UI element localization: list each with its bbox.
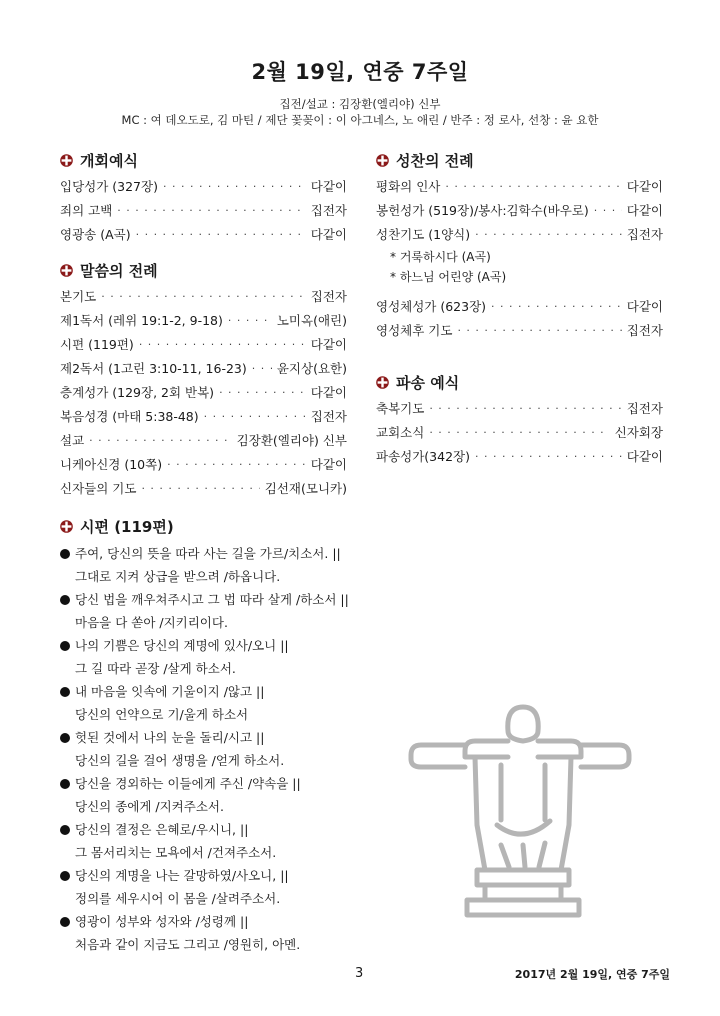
leader-dots xyxy=(136,228,306,241)
order-label: 제2독서 (1고린 3:10-11, 16-23) xyxy=(60,361,247,376)
order-role: 집전자 xyxy=(626,323,663,338)
order-role: 윤지상(요한) xyxy=(276,361,347,376)
psalm-verse-line: 헛된 것에서 나의 눈을 돌리/시고 || xyxy=(60,727,264,749)
order-role: 다같이 xyxy=(626,299,663,314)
order-role: 다같이 xyxy=(310,179,347,194)
order-label: 신자들의 기도 xyxy=(60,481,137,496)
dismissal-heading xyxy=(376,370,663,394)
psalm-response-line: 당신의 길을 걸어 생명을 /얻게 하소서. xyxy=(75,753,285,768)
leader-dots xyxy=(475,450,622,463)
order-row xyxy=(376,444,663,468)
bullet-icon xyxy=(60,825,70,835)
psalm-response-line: 마음을 다 쏟아 /지키리이다. xyxy=(75,615,228,630)
leader-dots xyxy=(491,300,622,313)
order-label: 죄의 고백 xyxy=(60,203,113,218)
order-row xyxy=(60,404,347,428)
bullet-icon xyxy=(60,595,70,605)
order-row xyxy=(376,294,663,318)
order-label: 설교 xyxy=(60,433,85,448)
psalm-verse-line: 당신 법을 깨우쳐주시고 그 법 따라 살게 /하소서 || xyxy=(60,589,349,611)
ministers-line: MC : 여 데오도로, 김 마틴 / 제단 꽃꽂이 : 이 아그네스, 노 애린 / 반주 : 정 로사, 선창 : 윤 요한 xyxy=(121,113,599,127)
leader-dots xyxy=(475,228,622,241)
liturgy-of-eucharist-section xyxy=(376,148,663,342)
leader-dots xyxy=(429,402,621,415)
dismissal-title: 파송 예식 xyxy=(396,373,460,392)
order-row xyxy=(376,420,663,444)
order-row xyxy=(60,380,347,404)
order-role: 다같이 xyxy=(310,457,347,472)
order-row xyxy=(60,452,347,476)
leader-dots xyxy=(141,482,259,495)
psalm-response-line: 그대로 지켜 상급을 받으려 /하옵니다. xyxy=(75,569,281,584)
order-label: 제1독서 (레위 19:1-2, 9-18) xyxy=(60,313,223,328)
leader-dots xyxy=(429,426,609,439)
order-row xyxy=(60,222,347,246)
leader-dots xyxy=(228,314,272,327)
dismissal-section xyxy=(376,370,663,468)
opening-rites-heading xyxy=(60,148,347,172)
leader-dots xyxy=(219,386,306,399)
christ-statue-icon xyxy=(405,695,635,925)
leader-dots xyxy=(139,338,306,351)
order-role: 노미옥(애린) xyxy=(276,313,347,328)
order-label: 봉헌성가 (519장)/봉사:김학수(바우로) xyxy=(376,203,589,218)
leader-dots xyxy=(101,290,306,303)
order-label: 입당성가 (327장) xyxy=(60,179,158,194)
order-label: 영광송 (A곡) xyxy=(60,227,131,242)
order-row xyxy=(60,308,347,332)
leader-dots xyxy=(457,324,621,337)
cross-icon xyxy=(60,154,73,167)
order-row xyxy=(376,198,663,222)
order-label: 본기도 xyxy=(60,289,97,304)
leader-dots xyxy=(252,362,272,375)
page-title: 2월 19일, 연중 7주일 xyxy=(251,60,469,84)
eucharist-note: * 거룩하시다 (A곡) xyxy=(390,249,491,264)
order-role: 집전자 xyxy=(310,289,347,304)
order-role: 다같이 xyxy=(626,203,663,218)
leader-dots xyxy=(594,204,622,217)
opening-rites-section xyxy=(60,148,347,246)
bullet-icon xyxy=(60,687,70,697)
order-role: 집전자 xyxy=(310,203,347,218)
psalm-verse-line: 영광이 성부와 성자와 /성령께 || xyxy=(60,911,248,933)
order-label: 평화의 인사 xyxy=(376,179,441,194)
bullet-icon xyxy=(60,549,70,559)
order-role: 다같이 xyxy=(626,449,663,464)
page-number: 3 xyxy=(355,966,364,981)
order-label: 교회소식 xyxy=(376,425,425,440)
psalm-heading xyxy=(60,514,460,538)
order-label: 파송성가(342장) xyxy=(376,449,470,464)
psalm-verse-line: 내 마음을 잇속에 기울이지 /않고 || xyxy=(60,681,264,703)
cross-icon xyxy=(60,520,73,533)
order-label: 시편 (119편) xyxy=(60,337,134,352)
order-label: 성찬기도 (1양식) xyxy=(376,227,471,242)
order-label: 영성체후 기도 xyxy=(376,323,453,338)
order-row xyxy=(60,174,347,198)
psalm-verse-line: 나의 기쁨은 당신의 계명에 있사/오니 || xyxy=(60,635,289,657)
liturgy-of-word-heading xyxy=(60,258,347,282)
order-role: 김선재(모니카) xyxy=(264,481,347,496)
order-row xyxy=(376,222,663,246)
liturgy-of-eucharist-heading xyxy=(376,148,663,172)
liturgy-of-word-section xyxy=(60,258,347,500)
order-row xyxy=(60,198,347,222)
celebrant-line: 집전/설교 : 김장환(엘리야) 신부 xyxy=(279,97,441,111)
order-label: 축복기도 xyxy=(376,401,425,416)
psalm-section xyxy=(60,514,460,538)
eucharist-note: * 하느님 어린양 (A곡) xyxy=(390,269,507,284)
bullet-icon xyxy=(60,917,70,927)
bullet-icon xyxy=(60,779,70,789)
liturgy-of-eucharist-title: 성찬의 전례 xyxy=(396,151,474,170)
leader-dots xyxy=(89,434,232,447)
psalm-response-line: 당신의 언약으로 기/울게 하소서 xyxy=(75,707,249,722)
cross-icon xyxy=(60,264,73,277)
leader-dots xyxy=(204,410,306,423)
order-row xyxy=(60,332,347,356)
psalm-response-line: 처음과 같이 지금도 그리고 /영원히, 아멘. xyxy=(75,937,301,952)
psalm-verse-line: 당신의 계명을 나는 갈망하였/사오니, || xyxy=(60,865,289,887)
psalm-response-line: 그 길 따라 곧장 /살게 하소서. xyxy=(75,661,236,676)
bullet-icon xyxy=(60,733,70,743)
order-role: 다같이 xyxy=(626,179,663,194)
order-row xyxy=(60,476,347,500)
cross-icon xyxy=(376,376,389,389)
order-role: 다같이 xyxy=(310,337,347,352)
leader-dots xyxy=(163,180,306,193)
psalm-response-line: 당신의 종에게 /지켜주소서. xyxy=(75,799,224,814)
psalm-response-line: 정의를 세우시어 이 몸을 /살려주소서. xyxy=(75,891,281,906)
order-role: 집전자 xyxy=(310,409,347,424)
order-row xyxy=(60,356,347,380)
order-role: 다같이 xyxy=(310,227,347,242)
order-label: 복음성경 (마태 5:38-48) xyxy=(60,409,199,424)
order-role: 다같이 xyxy=(310,385,347,400)
bullet-icon xyxy=(60,641,70,651)
psalm-title: 시편 (119편) xyxy=(80,517,174,536)
order-role: 집전자 xyxy=(626,227,663,242)
psalm-verse-line: 당신을 경외하는 이들에게 주신 /약속을 || xyxy=(60,773,301,795)
order-role: 신자회장 xyxy=(614,425,663,440)
order-row xyxy=(376,174,663,198)
leader-dots xyxy=(117,204,305,217)
psalm-response-line: 그 몸서리치는 모욕에서 /건져주소서. xyxy=(75,845,277,860)
order-label: 층계성가 (129장, 2회 반복) xyxy=(60,385,215,400)
order-label: 니케아신경 (10쪽) xyxy=(60,457,163,472)
order-row xyxy=(376,318,663,342)
liturgy-of-word-title: 말씀의 전례 xyxy=(80,261,158,280)
leader-dots xyxy=(445,180,621,193)
order-role: 김장환(엘리야) 신부 xyxy=(236,433,347,448)
cross-icon xyxy=(376,154,389,167)
leader-dots xyxy=(167,458,306,471)
order-role: 집전자 xyxy=(626,401,663,416)
psalm-verse-line: 주여, 당신의 뜻을 따라 사는 길을 가르/치소서. || xyxy=(60,543,341,565)
order-label: 영성체성가 (623장) xyxy=(376,299,487,314)
order-row xyxy=(60,284,347,308)
bullet-icon xyxy=(60,871,70,881)
order-row xyxy=(60,428,347,452)
footer-date: 2017년 2월 19일, 연중 7주일 xyxy=(514,968,670,981)
psalm-verse-line: 당신의 결정은 은혜로/우시니, || xyxy=(60,819,248,841)
order-row xyxy=(376,396,663,420)
opening-rites-title: 개회예식 xyxy=(80,151,138,170)
